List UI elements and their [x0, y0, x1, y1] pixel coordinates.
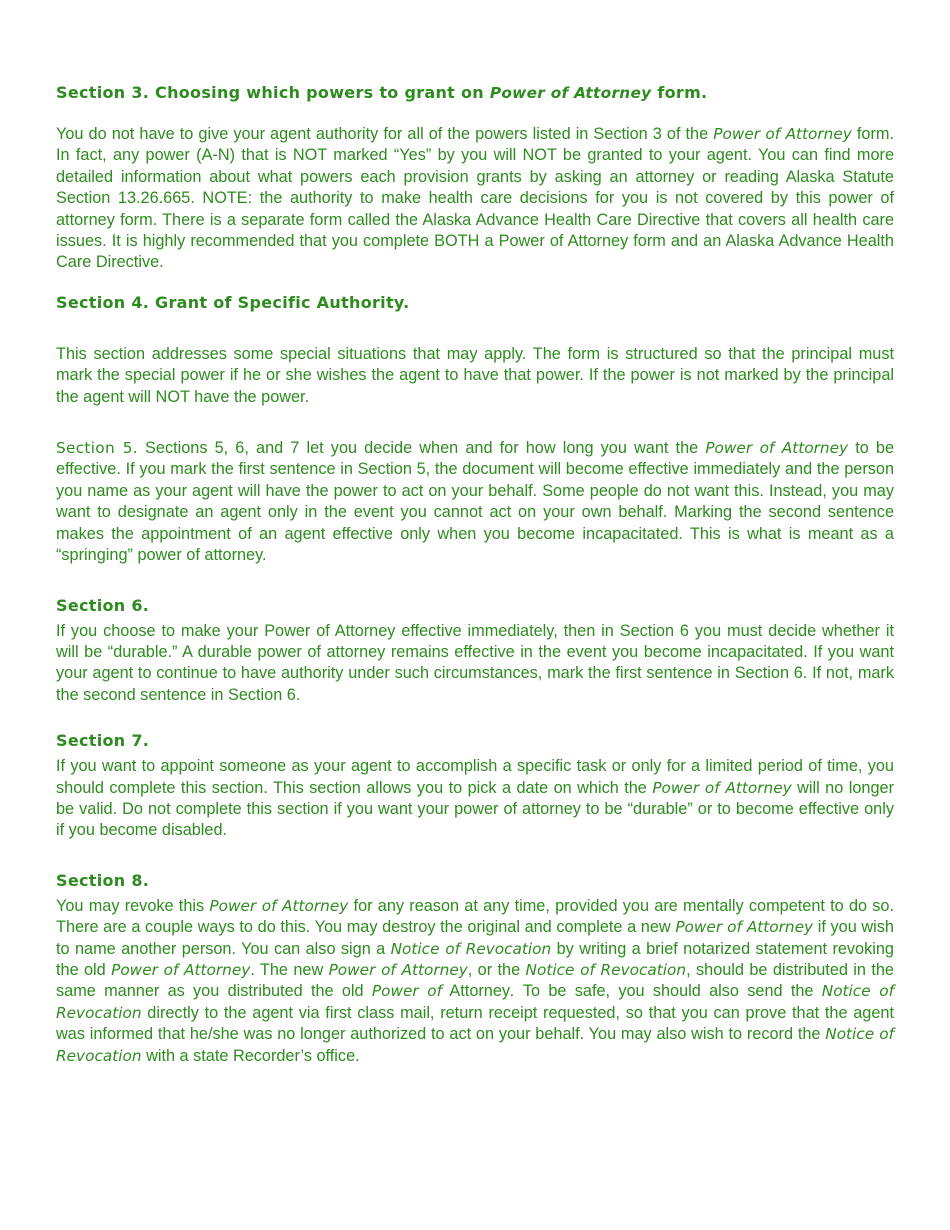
- section-4-paragraph: This section addresses some special situations that may apply. The form is structured so that the principal must mark the special power if he or she wishes the agent to have that power. If the power is not marked by the principal the agent will NOT have the power.: [56, 344, 894, 406]
- form-name-italic: Power of Attorney: [713, 125, 852, 143]
- form-name-italic: Notice of Revocation: [390, 939, 552, 958]
- form-name-italic: Power of Attorney: [675, 918, 814, 937]
- form-name-italic: Power of Attorney: [705, 439, 849, 458]
- section-3-heading-text: Section 3. Choosing which powers to grant on: [56, 83, 490, 102]
- document-page: [56, 80, 894, 1067]
- section-5-heading: Section 5.: [56, 439, 138, 458]
- section-8-paragraph: [56, 896, 894, 1067]
- section-4-heading: Section 4. Grant of Specific Authority.: [56, 292, 410, 312]
- text-run: You may revoke this: [56, 896, 210, 915]
- text-run: will no longer be valid. Do not complete this section if you want your power of attorney to be “durable” or to become effective only if you become disabled.: [56, 778, 894, 840]
- text-run: form. In fact, any power (A-N) that is NOT marked “Yes” by you will NOT be granted to your agent. You can find more detailed information about what powers each provision grants by asking an attorney or reading Alaska Statute Section 13.26.665. NOTE: the authority to make health care decisions for you is not covered by this power of attorney form. There is a separate form called the Alaska Advance Health Care Directive that covers all health care issues. It is highly recommended that you complete BOTH a Power of Attorney form and an Alaska Advance Health Care Directive.: [56, 125, 894, 272]
- form-name-italic: Power of Attorney: [111, 960, 251, 979]
- text-run: To be safe, you should also send the: [514, 982, 822, 1001]
- form-name-italic: Power of Attorney: [652, 778, 792, 797]
- section-7-heading: Section 7.: [56, 731, 150, 751]
- text-run: If you want to appoint someone as your agent to accomplish a specific task or only for a limited period of time, you should complete this section. This section allows you to pick a date on which the: [56, 757, 894, 797]
- section-3-paragraph: [56, 124, 894, 274]
- text-run: You do not have to give your agent authority for all of the powers listed in Section 3 of the: [56, 125, 714, 143]
- form-name-italic: Power of: [371, 982, 443, 1001]
- section-7-paragraph: [56, 756, 894, 842]
- form-name-italic: Notice of Revocation: [56, 1025, 894, 1065]
- text-run: Attorney: [442, 982, 511, 1001]
- form-name-italic: Power of Attorney: [328, 960, 468, 979]
- section-3-heading: [56, 82, 894, 104]
- text-run: with a state Recorder’s office.: [141, 1046, 360, 1065]
- form-name-italic: Notice of Revocation: [525, 960, 687, 979]
- text-run: , or the: [467, 960, 526, 979]
- text-run: to be effective. If you mark the first sentence in Section 5, the document will become effective immediately and the person you name as your agent will have the power to act on your behalf. Some people do not want this. Instead, you may want to designate an agent only in the event you cannot act on your own behalf. Marking the second sentence makes the appointment of an agent effective only when you become incapacitated. This is what is meant as a “springing” power of attorney.: [56, 439, 895, 565]
- section-8-heading: Section 8.: [56, 870, 150, 890]
- text-run: . The new: [250, 960, 329, 979]
- section-3-heading-suffix: form.: [651, 83, 708, 102]
- form-name-italic: Notice of Revocation: [56, 982, 894, 1022]
- text-run: if you wish to name another person. You can also sign a: [56, 918, 894, 958]
- section-6-heading: Section 6.: [56, 595, 150, 615]
- form-name-italic: .: [510, 982, 515, 1001]
- section-6-paragraph: If you choose to make your Power of Attorney effective immediately, then in Section 6 you must decide whether it will be “durable.” A durable power of attorney remains effective in the event you become incapacitated. If you want your agent to continue to have authority under such circumstances, mark the first sentence in Section 6. If not, mark the second sentence in Section 6.: [56, 621, 894, 704]
- text-run: by writing a brief notarized statement revoking the old: [56, 939, 894, 979]
- text-run: Sections 5, 6, and 7 let you decide when and for how long you want the: [137, 439, 706, 458]
- text-run: directly to the agent via first class mail, return receipt requested, so that you can prove that the agent was informed that he/she was no longer authorized to act on your behalf. You may also wish to record the: [56, 1003, 894, 1044]
- section-5-paragraph: [56, 438, 894, 566]
- text-run: for any reason at any time, provided you are mentally competent to do so. There are a couple ways to do this. You may destroy the original and complete a new: [56, 896, 895, 937]
- text-run: , should be distributed in the same manner as you distributed the old: [56, 960, 894, 1001]
- form-name-italic: Power of Attorney: [209, 896, 349, 915]
- section-3-heading-form-name: Power of Attorney: [489, 84, 652, 102]
